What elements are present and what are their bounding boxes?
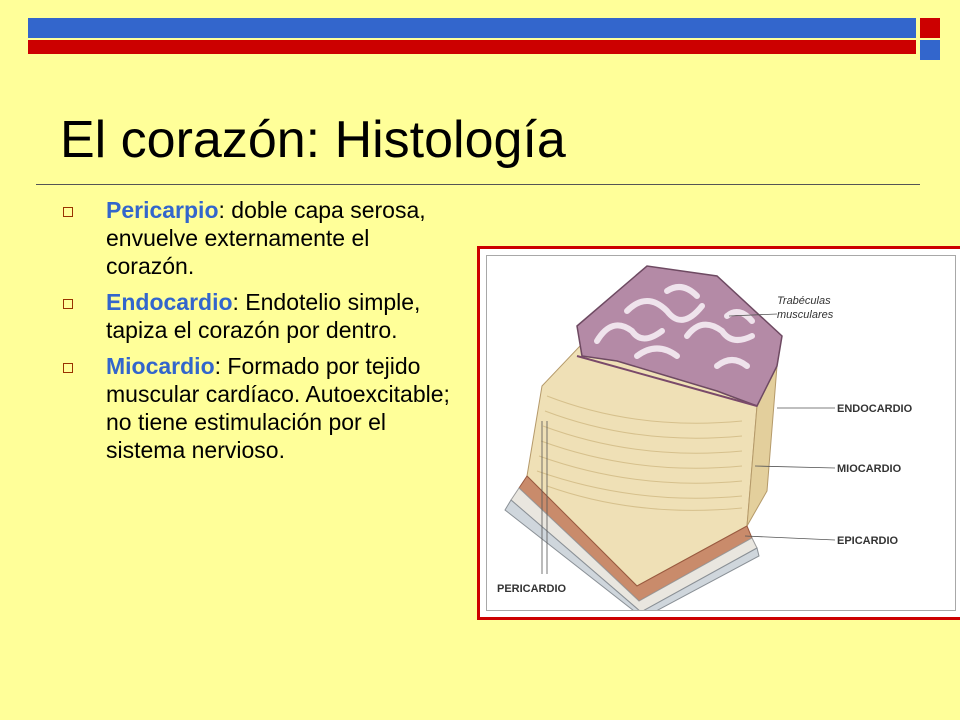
corner-blue-square <box>920 40 940 60</box>
top-decoration-bar <box>28 18 916 54</box>
bullet-text: : doble capa serosa, envuelve externamente el corazón. <box>106 197 426 279</box>
bullet-list <box>60 196 460 472</box>
label-trabeculas: Trabéculas <box>777 295 831 307</box>
slide-title: El corazón: Histología <box>60 111 566 169</box>
bullet-item-miocardio <box>60 352 460 464</box>
corner-red-square <box>920 18 940 38</box>
bullet-text: : Formado por tejido muscular cardíaco. Autoexcitable; no tiene estimulación por el sistema nervioso. <box>106 353 450 463</box>
label-epicardio: EPICARDIO <box>837 535 899 547</box>
bullet-term: Miocardio <box>106 353 215 379</box>
square-bullet-icon <box>63 363 73 373</box>
square-bullet-icon <box>63 299 73 309</box>
bullet-item-endocardio <box>60 288 460 344</box>
bullet-item-pericarpio <box>60 196 460 280</box>
label-endocardio: ENDOCARDIO <box>837 403 913 415</box>
heart-wall-diagram <box>487 256 956 611</box>
bullet-term: Pericarpio <box>106 197 219 223</box>
label-musculares: musculares <box>777 309 834 321</box>
top-red-stripe <box>28 40 916 54</box>
label-pericardio: PERICARDIO <box>497 583 567 595</box>
heart-wall-illustration <box>477 246 960 620</box>
square-bullet-icon <box>63 207 73 217</box>
bullet-term: Endocardio <box>106 289 233 315</box>
bullet-text: : Endotelio simple, tapiza el corazón por dentro. <box>106 289 421 343</box>
top-blue-stripe <box>28 18 916 38</box>
title-divider <box>36 184 920 185</box>
label-miocardio: MIOCARDIO <box>837 463 902 475</box>
